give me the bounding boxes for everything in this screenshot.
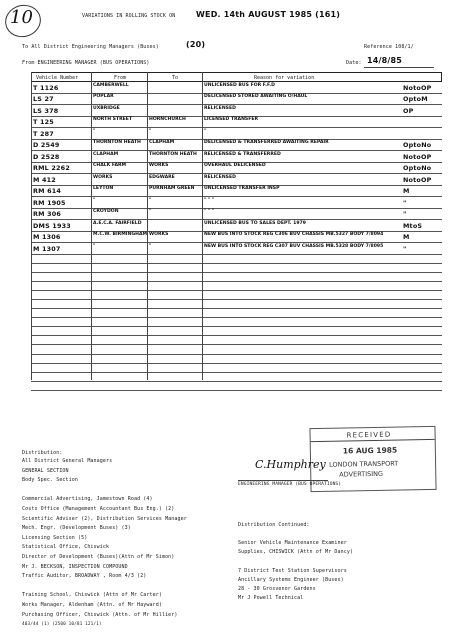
action-cell: " [403, 198, 407, 207]
reason-cell: LICENSED TRANSFER [204, 117, 259, 122]
to-cell: " [149, 197, 152, 203]
distribution-continued-heading: Distribution Continued: [238, 522, 310, 528]
distribution-line: 7 District Test Station Supervisors [238, 567, 347, 574]
vehicle-cell: M 1307 [33, 244, 61, 253]
distribution-line: Costs Office (Management Accountant Bus Eng.) (2) [22, 506, 175, 512]
to-cell: HORNCHURCH [149, 117, 186, 122]
from-cell: POPLAR [93, 94, 114, 99]
stamp-org-2: ADVERTISING [339, 469, 384, 479]
table-row [31, 209, 442, 221]
form-title: VARIATIONS IN ROLLING STOCK ON [82, 13, 176, 19]
blank-row [31, 355, 442, 364]
stamp-received: RECEIVED [346, 430, 392, 440]
reason-cell: " " " [204, 209, 215, 214]
vehicle-cell: RM 306 [33, 210, 62, 218]
distribution-line: Body Spec. Section [22, 477, 78, 484]
to-cell: CLAPHAM [149, 140, 175, 145]
blank-row [31, 327, 442, 336]
to-cell: " [149, 243, 152, 249]
table-row [31, 140, 442, 152]
table-row [31, 186, 442, 198]
action-cell: NotoOP [403, 152, 432, 161]
col-divider-left [31, 72, 32, 380]
vehicle-cell: T 287 [33, 129, 54, 138]
action-cell: OP [403, 106, 414, 115]
vehicle-cell: T 125 [33, 118, 54, 126]
to-count: (20) [186, 40, 206, 49]
col-divider-3 [202, 72, 203, 380]
reason-cell: RELICENSED & TRANSFERRED [204, 151, 281, 157]
form-code: 403/44 (1) (2500 10/81 121/1) [22, 622, 102, 627]
reason-cell: NEW BUS INTO STOCK REG C306 BUV CHASSIS MB.5327 BODY 7/8094 [204, 232, 384, 237]
blank-row [31, 346, 442, 355]
from-cell: UXBRIDGE [93, 105, 120, 111]
to-cell: THORNTON HEATH [149, 151, 197, 157]
blank-row [31, 300, 442, 309]
vehicle-cell: LS 378 [33, 106, 59, 115]
reason-cell: OVERHAUL DELICENSED [204, 163, 266, 168]
signature: C.Humphrey [255, 458, 326, 471]
vehicle-cell: D 2549 [33, 141, 60, 149]
blank-row [31, 309, 442, 318]
from-cell: WORKS [93, 174, 113, 180]
form-title-date: WED. 14th AUGUST 1985 (161) [196, 10, 341, 19]
col-divider-1 [91, 72, 92, 380]
col-from: From [114, 75, 127, 81]
blank-row [31, 264, 442, 273]
from-cell: THORNTON HEATH [93, 140, 141, 145]
reason-cell: RELICENSED [204, 174, 236, 180]
table-row [31, 163, 442, 175]
distribution-line: Purchasing Officer, Chiswick (Attn. of Mr Hillier) [22, 611, 178, 618]
action-cell: NotoOP [403, 175, 432, 184]
col-to: To [172, 75, 179, 81]
to-cell: WORKS [149, 232, 169, 237]
distribution-line: Training School, Chiswick (Attn of Mr Carter) [22, 592, 162, 599]
action-cell: OptoNo [403, 164, 432, 172]
table-row [31, 82, 442, 94]
blank-row [31, 291, 442, 300]
stamp-org-1: LONDON TRANSPORT [329, 459, 399, 469]
to-cell: WORKS [149, 163, 169, 168]
table-row [31, 197, 442, 209]
blank-row [31, 255, 442, 264]
action-cell: M [403, 187, 410, 195]
vehicle-cell: DMS 1933 [33, 221, 71, 230]
signature-rule [238, 480, 328, 481]
from-cell: CROYDON [93, 209, 119, 214]
action-cell: NotoOP [403, 83, 432, 92]
to-line: To All District Engineering Managers (Buses) [22, 44, 159, 50]
reason-cell: DELICENSED STORED AWAITING O/HAUL [204, 94, 308, 99]
blank-row [31, 273, 442, 282]
distribution-line: Works Manager, Aldenham (Attn. of Mr Hayward) [22, 602, 162, 608]
from-cell: NORTH STREET [93, 117, 133, 122]
vehicle-cell: M 412 [33, 175, 56, 184]
reason-cell: " [204, 128, 207, 134]
blank-row [31, 282, 442, 291]
date-value: 14/8/85 [367, 56, 403, 65]
from-cell: " [93, 197, 96, 203]
blank-row [31, 364, 442, 373]
reason-cell: DELICENSED & TRANSFERRED AWAITING REPAIR [204, 140, 329, 145]
distribution-line: Scientific Adviser (2), Distribution Services Manager [22, 515, 187, 522]
distribution-line: GENERAL SECTION [22, 467, 69, 474]
vehicle-cell: T 1126 [33, 83, 59, 92]
blank-row [31, 382, 442, 391]
to-cell: " [149, 209, 152, 214]
date-label: Date: [346, 60, 362, 66]
reason-cell: UNLICENSED TRANSFER INSP [204, 186, 280, 191]
col-reason: Reason for variation [254, 75, 315, 81]
action-cell: " [403, 210, 407, 218]
table-row [31, 243, 442, 255]
date-underline [364, 67, 434, 68]
distribution-line: Traffic Auditor, BROADWAY , Room 4/3 (2) [22, 573, 147, 580]
from-cell: CLAPHAM [93, 151, 119, 157]
col-vehicle: Vehicle Number [36, 75, 79, 81]
from-cell: " [93, 243, 96, 249]
distribution-heading: Distribution: [22, 450, 63, 456]
distribution-line: 28 - 30 Grosvenor Gardens [238, 586, 316, 592]
from-cell: CAMBERWELL [93, 82, 129, 88]
distribution-line: Licensing Section (5) [22, 534, 88, 541]
from-cell: " [93, 128, 96, 134]
action-cell: MtoS [403, 221, 423, 230]
reason-cell: UNLICENSED BUS TO SALES DEPT. 1979 [204, 220, 306, 226]
table-row [31, 128, 442, 140]
to-cell: PURNHAM GREEN [149, 186, 195, 191]
stamp-date: 16 AUG 1985 [342, 445, 398, 456]
action-cell: " [403, 244, 407, 253]
distribution-line: Mr J Powell Technical [238, 595, 304, 602]
vehicle-cell: D 2528 [33, 152, 60, 161]
circled-number: 10 [10, 7, 33, 28]
table-row [31, 232, 442, 244]
distribution-line: Mech. Engr. (Development Buses) (3) [22, 525, 131, 532]
reason-cell: UNLICENSED BUS FOR F.F.D [204, 82, 275, 88]
col-divider-2 [147, 72, 148, 380]
vehicle-cell: RM 614 [33, 187, 62, 195]
reason-cell: NEW BUS INTO STOCK REG C307 BUV CHASSIS MB.5328 BODY 7/8095 [204, 243, 384, 249]
table-row [31, 174, 442, 186]
vehicle-cell: M 1306 [33, 233, 61, 241]
distribution-line: Ancillary Systems Engineer (Buses) [238, 576, 344, 583]
to-cell: " [149, 128, 152, 134]
distribution-line: Director of Development (Buses)(Attn of Mr Simon) [22, 554, 175, 560]
vehicle-cell: RML 2262 [33, 164, 70, 172]
vehicle-cell: LS 27 [33, 95, 54, 103]
distribution-line: All District General Managers [22, 458, 113, 464]
from-cell: CHALK FARM [93, 163, 127, 168]
distribution-line: Senior Vehicle Maintenance Examiner [238, 540, 347, 546]
from-cell: LEYTON [93, 186, 114, 191]
distribution-line: Supplies, CHISWICK (Attn of Mr Dancy) [238, 549, 354, 556]
action-cell: OptoM [403, 95, 428, 103]
reason-cell: " " " [204, 197, 215, 203]
reference-label: Reference 108/1/ [364, 44, 414, 50]
table-row [31, 94, 442, 106]
stamp-rule [311, 439, 435, 442]
distribution-line: Mr J. BECKSON, INSPECTION COMPOUND [22, 563, 128, 570]
table-row [31, 151, 442, 163]
table-row [31, 117, 442, 129]
blank-row [31, 373, 442, 382]
from-cell: M.C.W. BIRMINGHAM [93, 232, 148, 237]
action-cell: M [403, 233, 410, 241]
blank-row [31, 336, 442, 345]
distribution-line: Statistical Office, Chiswick [22, 544, 110, 551]
from-line: From ENGINEERING MANAGER (BUS OPERATIONS) [22, 60, 150, 66]
blank-row [31, 318, 442, 327]
table-row [31, 105, 442, 117]
distribution-line: Commercial Advertising, Jamestown Road (4) [22, 496, 153, 503]
vehicle-cell: RM 1905 [33, 198, 66, 207]
table-row [31, 220, 442, 232]
signature-caption: ENGINEERING MANAGER (BUS OPERATIONS) [238, 482, 342, 487]
reason-cell: RELICENSED [204, 105, 236, 111]
action-cell: OptoNo [403, 141, 432, 149]
from-cell: A.E.C.A. FAIRFIELD [93, 220, 142, 226]
to-cell: EDGWARE [149, 174, 175, 180]
table-header [31, 72, 442, 82]
